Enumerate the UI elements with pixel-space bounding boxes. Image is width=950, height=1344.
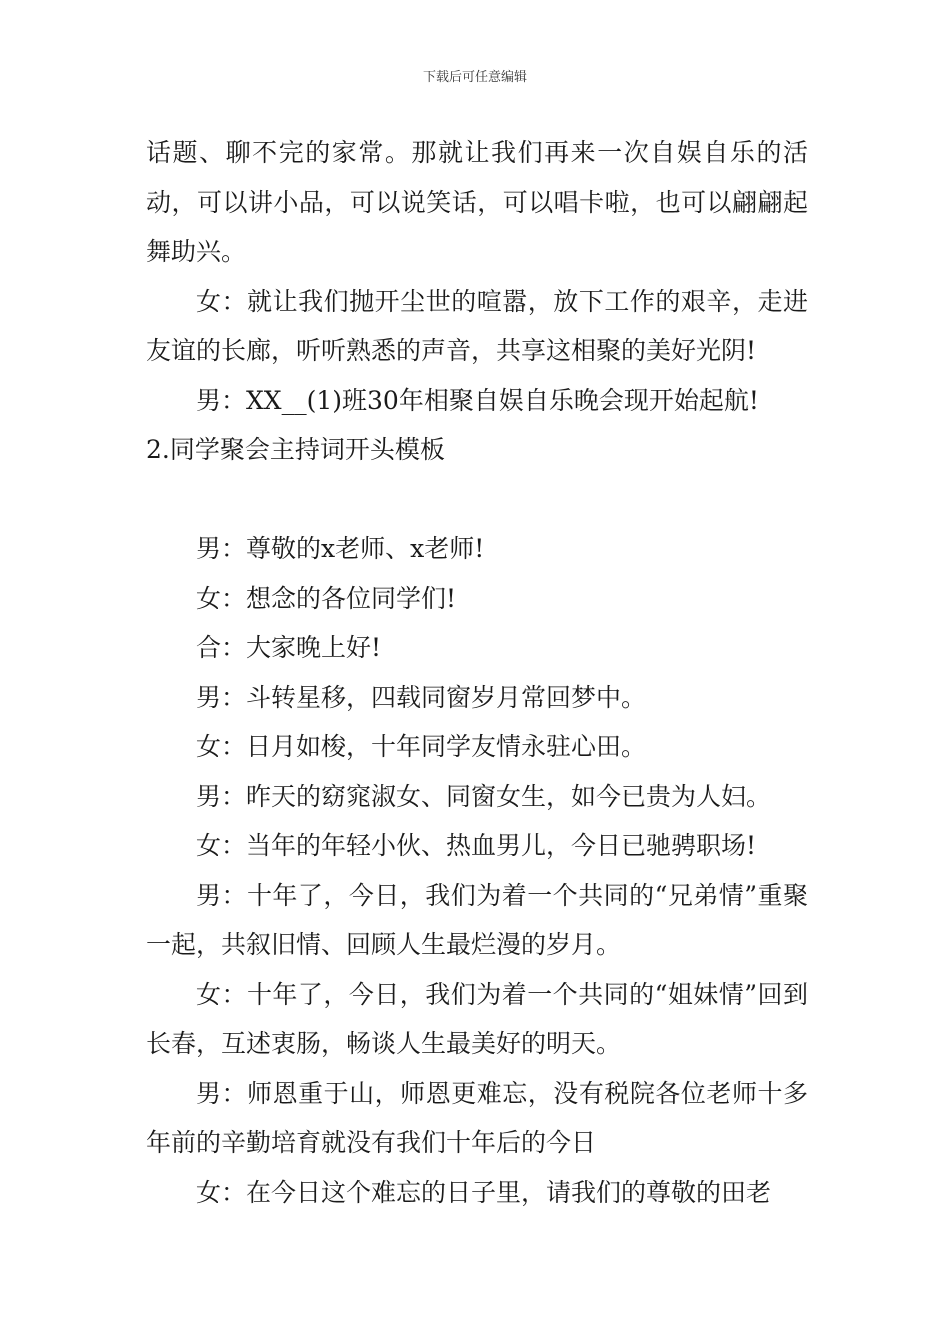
- page-header: 下载后可任意编辑: [422, 70, 527, 85]
- paragraph-female-5: 女：在今日这个难忘的日子里，请我们的尊敬的田老: [196, 1177, 772, 1207]
- paragraph-female-3: 女：当年的年轻小伙、热血男儿，今日已驰骋职场!: [196, 831, 757, 860]
- paragraph-female-greeting: 女：想念的各位同学们!: [196, 583, 457, 613]
- section-heading: 2.同学聚会主持词开头模板: [146, 435, 445, 464]
- paragraph-male-greeting: 男：尊敬的x老师、x老师!: [196, 534, 485, 563]
- paragraph-male-2: 男：斗转星移，四载同窗岁月常回梦中。: [196, 682, 647, 712]
- paragraph-intro-continuation: 话题、聊不完的家常。那就让我们再来一次自娱自乐的活动，可以讲小品，可以说笑话，可以唱卡啦，也可以翩翩起舞助兴。: [146, 138, 808, 266]
- paragraph-male-host-1: 男：XX__(1)班30年相聚自娱自乐晚会现开始起航!: [196, 385, 759, 415]
- paragraph-male-5: 男：师恩重于山，师恩更难忘，没有税院各位老师十多年前的辛勤培育就没有我们十年后的今日: [146, 1078, 808, 1157]
- paragraph-female-2: 女：日月如梭，十年同学友情永驻心田。: [196, 732, 647, 761]
- blank-line: [146, 475, 808, 525]
- paragraph-together-greeting: 合：大家晚上好!: [196, 633, 382, 662]
- paragraph-female-4: 女：十年了，今日，我们为着一个共同的“姐妹情”回到长春，互述衷肠，畅谈人生最美好的明天。: [146, 979, 808, 1058]
- paragraph-female-host-1: 女：就让我们抛开尘世的喧嚣，放下工作的艰辛，走进友谊的长廊，听听熟悉的声音，共享这相聚的美好光阴!: [146, 286, 808, 365]
- document-body: [146, 128, 808, 1217]
- paragraph-male-4: 男：十年了，今日，我们为着一个共同的“兄弟情”重聚一起，共叙旧情、回顾人生最烂漫的岁月。: [146, 880, 808, 959]
- paragraph-male-3: 男：昨天的窈窕淑女、同窗女生，如今已贵为人妇。: [196, 781, 772, 811]
